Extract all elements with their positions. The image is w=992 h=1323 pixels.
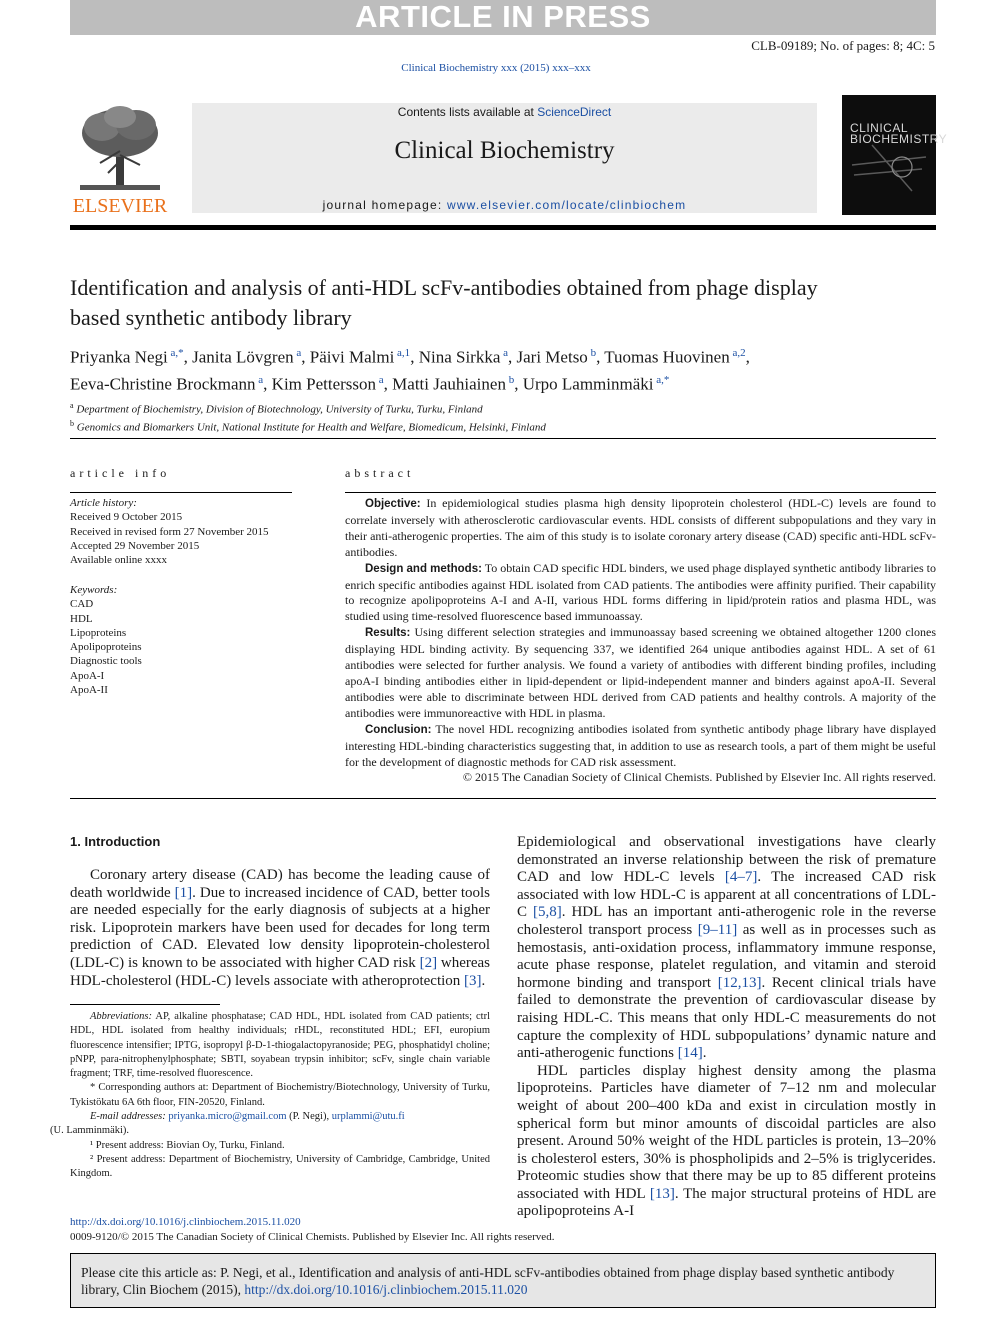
author-name[interactable]: Matti Jauhiainen <box>392 374 506 394</box>
keyword: Diagnostic tools <box>70 655 142 668</box>
affiliations <box>70 399 546 434</box>
reference-link[interactable]: [9–11] <box>697 921 738 938</box>
email-footnote: E-mail addresses: priyanka.micro@gmail.com (P. Negi), urplammi@utu.fi (U. Lamminmäki). <box>50 1111 405 1137</box>
cover-title: CLINICAL BIOCHEMISTRY <box>850 121 948 146</box>
author-affiliation-mark[interactable]: a,1 <box>394 347 411 359</box>
author-affiliation-mark[interactable]: a <box>376 373 384 386</box>
keyword: CAD <box>70 598 94 611</box>
author-name[interactable]: Eeva-Christine Brockmann <box>70 374 256 394</box>
author-name[interactable]: Urpo Lamminmäki <box>522 374 654 394</box>
article-in-press-banner: ARTICLE IN PRESS <box>70 0 936 35</box>
homepage-link[interactable]: www.elsevier.com/locate/clinbiochem <box>446 198 687 212</box>
keyword: ApoA-II <box>70 684 108 697</box>
keyword: HDL <box>70 612 93 625</box>
author-affiliation-mark[interactable]: a <box>255 373 264 386</box>
present-address-footnote: ¹ Present address: Biovian Oy, Turku, Finland. <box>90 1139 285 1151</box>
author-name[interactable]: Jari Metso <box>516 347 588 367</box>
email-link[interactable]: urplammi@utu.fi <box>331 1111 405 1123</box>
footnotes <box>50 1010 490 1182</box>
author-affiliation-mark[interactable]: b <box>505 373 515 386</box>
manuscript-reference: CLB-09189; No. of pages: 8; 4C: 5 <box>751 38 935 53</box>
intro-paragraph-3: HDL particles display highest density among the plasma lipoproteins. Particles have diameter of 7–12 nm and molecular weight of about 200–400 kDa and exist in circulation mostly in spherical form but minor amounts of discoidal particles are also present. Around 50% weight of the HDL particles is protein, 13–20% is cholesterol esters, 30% is phospholipids and 2–5% is triglycerides. Proteomic studies show that there may be up to 85 different proteins associated with HDL [13]. The major structural proteins of HDL are apolipoproteins A-I <box>517 1062 936 1220</box>
divider <box>70 438 936 439</box>
issn-copyright: 0009-9120/© 2015 The Canadian Society of Clinical Chemists. Published by Elsevier Inc. All rights reserved. <box>70 1230 555 1243</box>
reference-link[interactable]: [13] <box>649 1185 675 1202</box>
author-name[interactable]: Tuomas Huovinen <box>604 347 730 367</box>
divider <box>345 492 936 493</box>
elsevier-wordmark: ELSEVIER <box>72 195 168 217</box>
divider <box>70 798 936 799</box>
author-affiliation-mark[interactable]: a,* <box>167 347 184 359</box>
abstract-body <box>345 496 936 786</box>
header-rule <box>70 225 936 230</box>
right-column <box>517 834 936 1221</box>
article-info-heading: article info <box>70 466 171 480</box>
abstract-objective: Objective: In epidemiological studies plasma high density lipoprotein cholesterol (HDL-C) levels are found to correlate inversely with atherosclerotic cardiovascular events. HDL consists of different subpopulations and they vary in their anti-atherogenic properties. The aim of this study is to isolate coronary artery disease (CAD) specific anti-HDL scFv-antibodies. <box>345 496 936 559</box>
author-name[interactable]: Nina Sirkka <box>418 347 501 367</box>
abstract-results: Results: Using different selection strategies and immunoassay based screening we obtained altogether 1200 clones displaying HDL binding activity. By sequencing 337, we identified 264 unique antibodies against HDL. A set of 61 antibodies were selected for further analysis. We found a variety of antibodies with different binding profiles, including apoA-I binding antibodies either in lipid-dependent or lipid-independent manner and binders against apoA-II. Several antibodies were able to discriminate between HDL derived from CAD patients and healthy controls. A majority of the antibodies were immunoreactive with HDL in plasma. <box>345 625 936 720</box>
intro-paragraph-2: Epidemiological and observational investigations have clearly demonstrated an inverse relationship between the risk of premature CAD and low HDL-C levels [4–7]. The increased CAD risk associated with low HDL-C is apparent at all concentrations of LDL-C [5,8]. HDL has an important anti-atherogenic role in the reverse cholesterol transport process [9–11] as well as in processes such as hemostasis, anti-oxidation process, inflammatory immune response, acute phase response, platelet regulation, and vitamin and steroid hormone binding and transport [12,13]. Recent clinical trials have failed to demonstrate the prevention of cardiovascular disease by raising HDL-C. This means that only HDL-C measurements do not capture the complexity of HDL subpopulations’ dynamic nature and anti-atherogenic functions [14]. <box>517 834 936 1062</box>
history-online: Available online xxxx <box>70 554 167 567</box>
reference-link[interactable]: [1] <box>174 884 193 901</box>
reference-link[interactable]: [14] <box>677 1045 703 1062</box>
doi-block <box>70 1215 554 1244</box>
journal-citation-link[interactable]: Clinical Biochemistry xxx (2015) xxx–xxx <box>401 62 591 74</box>
author-name[interactable]: Janita Lövgren <box>192 347 294 367</box>
doi-link[interactable]: http://dx.doi.org/10.1016/j.clinbiochem.2015.11.020 <box>70 1216 301 1228</box>
history-label: Article history: <box>70 497 137 509</box>
reference-link[interactable]: [3] <box>464 972 482 989</box>
author-affiliation-mark[interactable]: a,2 <box>729 347 746 359</box>
footnote-rule <box>70 1004 220 1005</box>
author-affiliation-mark[interactable]: b <box>587 347 597 359</box>
citation-doi-link[interactable]: http://dx.doi.org/10.1016/j.clinbiochem.2015.11.020 <box>244 1282 528 1297</box>
section-heading-introduction: 1. Introduction <box>70 834 161 849</box>
author-affiliation-mark[interactable]: a,* <box>653 373 670 386</box>
citation-box: Please cite this article as: P. Negi, et al., Identification and analysis of anti-HDL scFv-antibodies obtained from phage display based synthetic antibody library, Clin Biochem (2015), http://dx.doi.org/10.1016/j.clinbiochem.2015.11.020 <box>70 1253 936 1308</box>
article-title: Identification and analysis of anti-HDL scFv-antibodies obtained from phage display based synthetic antibody library <box>70 275 818 330</box>
author-affiliation-mark[interactable]: a <box>500 347 509 359</box>
history-revised: Received in revised form 27 November 2015 <box>70 525 269 538</box>
history-accepted: Accepted 29 November 2015 <box>70 539 200 552</box>
email-link[interactable]: priyanka.micro@gmail.com <box>168 1111 287 1123</box>
sciencedirect-link[interactable]: ScienceDirect <box>537 105 612 119</box>
journal-header-box <box>192 103 817 213</box>
keywords-label: Keywords: <box>70 584 118 596</box>
keyword: Apolipoproteins <box>70 641 142 654</box>
abstract-copyright: © 2015 The Canadian Society of Clinical Chemists. Published by Elsevier Inc. All rights reserved. <box>462 770 936 785</box>
history-received: Received 9 October 2015 <box>70 511 183 524</box>
divider <box>70 492 292 493</box>
affiliation-a: $^a$ Department of Biochemistry, Division of Biotechnology, University of Turku, Turku, Finland <box>70 401 483 416</box>
corresponding-author-footnote: * Corresponding authors at: Department of Biochemistry/Biotechnology, University of Turku, Tykistökatu 6A 6th floor, FIN-20520, Finland. <box>70 1082 490 1108</box>
abstract-heading: abstract <box>345 466 415 480</box>
journal-cover-thumbnail <box>842 95 948 215</box>
author-affiliation-mark[interactable]: a <box>293 347 302 359</box>
elsevier-tree-logo <box>70 103 170 215</box>
reference-link[interactable]: [12,13] <box>717 974 762 991</box>
reference-link[interactable]: [4–7] <box>724 869 758 886</box>
author-list: Priyanka Negi $^{a,*}$, Janita Lövgren $^a$, Päivi Malmi $^{a,1}$, Nina Sirkka $^a$, Jari Metso $^b$, Tuomas Huovinen $^{a,2}$, Eeva-Christine Brockmann $^a$, Kim Pettersson $^a$, Matti Jauhiainen $^b$, Urpo Lamminmäki $^{a,*}$ <box>70 347 750 394</box>
affiliation-b: $^b$ Genomics and Biomarkers Unit, National Institute for Health and Welfare, Biomedicum, Helsinki, Finland <box>70 418 546 434</box>
author-name[interactable]: Kim Pettersson <box>271 374 377 394</box>
reference-link[interactable]: [2] <box>419 954 438 971</box>
reference-link[interactable]: [5,8] <box>532 904 562 921</box>
journal-name: Clinical Biochemistry <box>394 137 615 164</box>
keywords <box>70 583 142 697</box>
keyword: ApoA-I <box>70 669 105 682</box>
present-address-footnote: ² Present address: Department of Biochemistry, University of Cambridge, Cambridge, United Kingdom. <box>70 1153 490 1180</box>
article-history <box>70 496 269 567</box>
abstract-conclusion: Conclusion: The novel HDL recognizing antibodies isolated from synthetic antibody phage library have displayed interesting HDL-binding characteristics suggesting that, in addition to use as research tools, a part of them might be useful for the development of diagnostic methods for CAD risk assessment. <box>345 721 936 769</box>
abbreviations-footnote: Abbreviations: AP, alkaline phosphatase; CAD HDL, HDL isolated from CAD patients; ctrl HDL, HDL isolated from healthy individuals; rHDL, reconstituted HDL; EFI, europium fluorescence intensifier; IPTG, isopropyl β-D-1-thiogalactopyranoside; PEG, phosphatidyl choline; pNPP, para-nitrophenylphosphate; SBTI, soyabean trypsin inhibitor; scFv, single chain variable fragment; TRF, time-resolved fluorescence. <box>70 1011 490 1080</box>
journal-homepage: journal homepage: www.elsevier.com/locate/clinbiochem <box>322 198 687 212</box>
contents-line: Contents lists available at ScienceDirect <box>397 105 612 119</box>
author-name[interactable]: Päivi Malmi <box>309 347 395 367</box>
abstract-methods: Design and methods: To obtain CAD specific HDL binders, we used phage displayed synthetic antibody libraries to enrich specific antibodies against HDL isolated from CAD patients. The antibodies were affinity purified. Their capability to recognize apolipoproteins A-I and A-II, various HDL forms differing in lipid/protein ratios and plasma HDL, was studied using time-resolved fluorescence based immunoassay. <box>345 560 936 624</box>
intro-paragraph-1: Coronary artery disease (CAD) has become the leading cause of death worldwide [1]. Due to increased incidence of CAD, better tools are needed especially for the early diagnosis of subjects at a higher risk. Lipoprotein markers have been used for decades for long term prediction of CAD. Elevated low density lipoprotein-cholesterol (LDL-C) is known to be associated with higher CAD risk [2] whereas HDL-cholesterol (HDL-C) levels associate with atheroprotection [3]. <box>70 867 491 989</box>
author-name[interactable]: Priyanka Negi <box>70 347 168 367</box>
keyword: Lipoproteins <box>70 626 127 639</box>
